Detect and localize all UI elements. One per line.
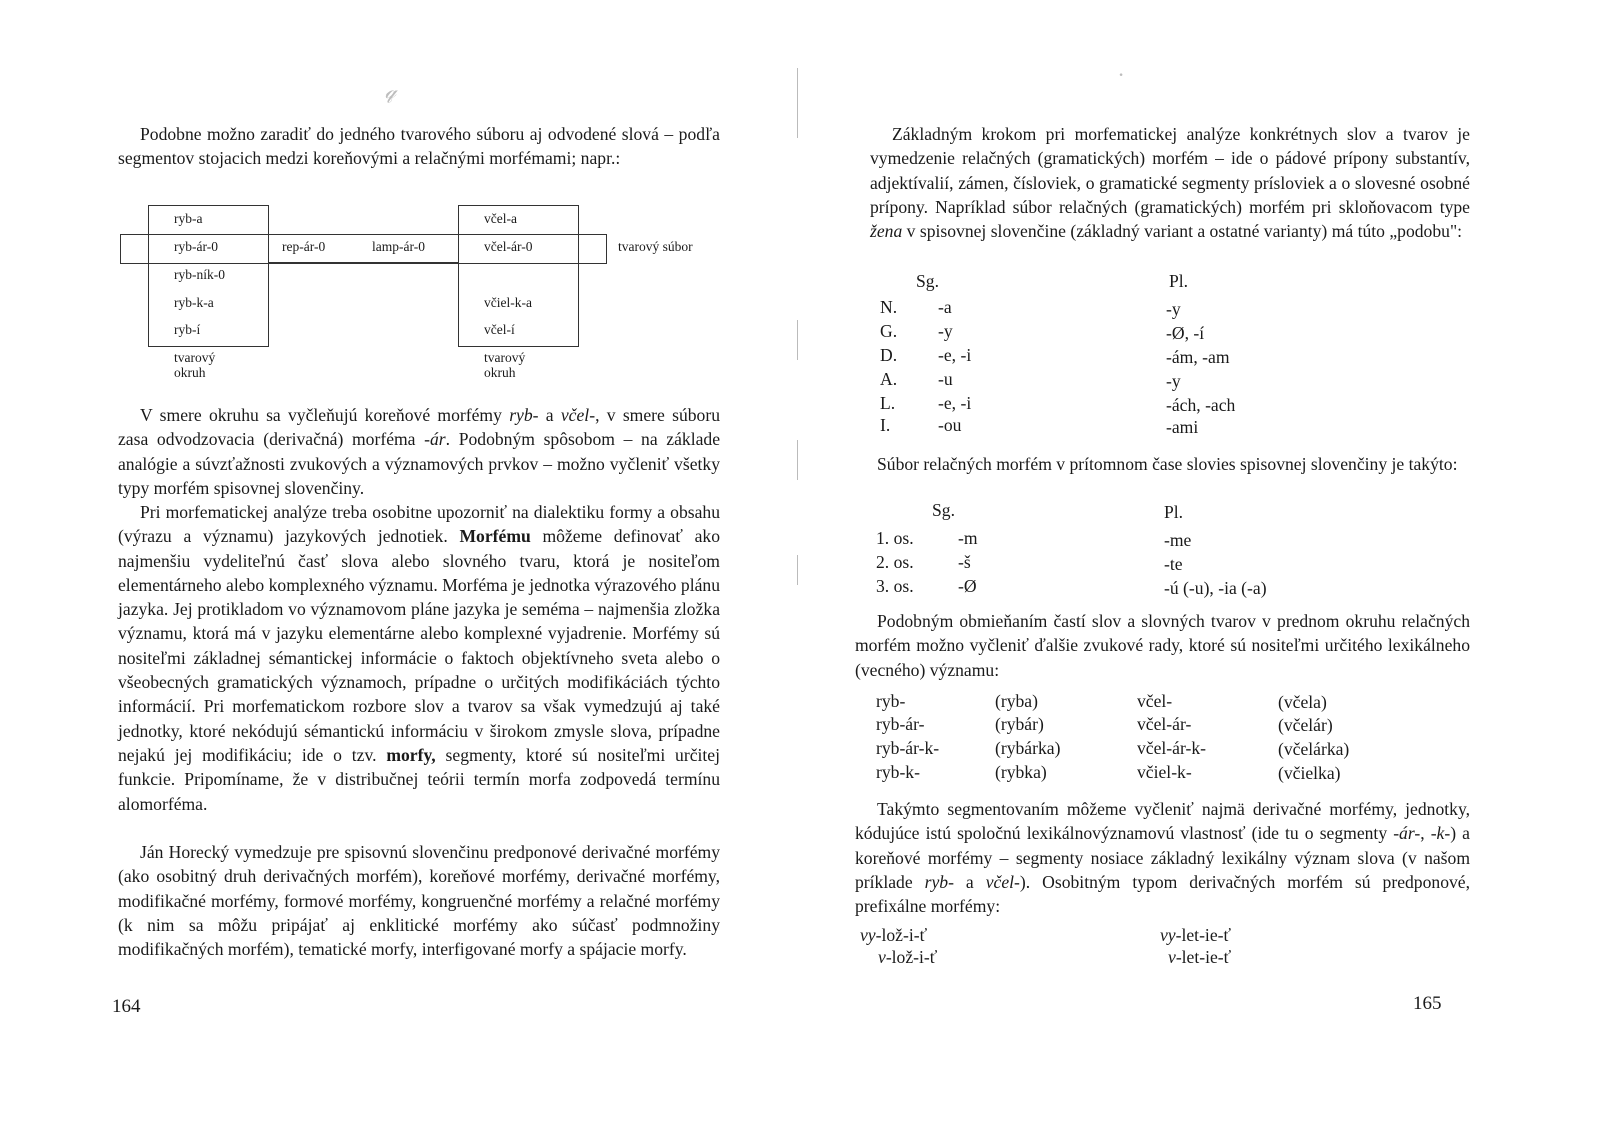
text-run: a [953, 871, 986, 892]
text-run: Takýmto segmentovaním môžeme vyčleniť najmä derivačné morfémy, jednotky, kódujúce istú spoločnú lexikálnovýznamovú vlastnosť (ide tu o segmenty [855, 799, 1470, 844]
diagram-column-3-box [458, 205, 579, 347]
case-pl: -Ø, -í [1166, 323, 1205, 343]
diagram-label-okruh-2: tvarový okruh [484, 350, 526, 380]
person-pl: -ú (-u), -ia (-a) [1164, 578, 1267, 598]
case-sg: -ou [938, 415, 962, 435]
text-run-italic: včel- [560, 405, 596, 425]
prefix: vy [1160, 925, 1176, 945]
diagram-cell: včel-ár-0 [484, 239, 533, 254]
case-label: I. [880, 415, 891, 435]
text-run-italic: -ár- [1393, 823, 1421, 844]
diagram-label-okruh-1: tvarový okruh [174, 350, 216, 380]
text-run: Základným krokom pri morfematickej analýze konkrétnych slov a tvarov je vymedzenie relačných (gramatických) morfém – ide o pádové prípony substantív, adjektívalií, zámen, čísloviek, o gramatické segmenty prísloviek a o slovesné osobné prípony. Napríklad súbor relačných (gramatických) morfém pri skloňovacom type [870, 124, 1470, 217]
morpheme-diagram [120, 205, 720, 395]
left-paragraph-1: Podobne možno zaradiť do jedného tvarového súboru aj odvodené slová – podľa segmentov stojacich medzi koreňovými a relačnými morfémami; napr.: [118, 124, 720, 169]
diagram-cell: včel-a [484, 211, 517, 226]
text-run: segmenty, ktoré sú nositeľmi určitej funkcie. Pripomíname, že v distribučnej teórii termín morfa zodpovedá termínu alomorféma. [118, 744, 720, 814]
table-header-sg: Sg. [932, 500, 955, 520]
page-number-left: 164 [112, 996, 141, 1017]
term-morfema: Morfému [459, 526, 531, 547]
gutter-line [797, 68, 798, 138]
gutter-line [797, 555, 798, 585]
text-run-italic: ryb- [924, 871, 954, 892]
stem: -let-ie-ť [1175, 925, 1232, 945]
page-number-right: 165 [1413, 993, 1442, 1014]
segment: včel-ár-k- [1137, 738, 1206, 758]
prefix-example [878, 947, 937, 968]
person-sg: -Ø [958, 576, 977, 596]
stem: -let-ie-ť [1175, 947, 1232, 967]
segment: ryb-ár-k- [876, 738, 940, 758]
gloss: (včelárka) [1278, 739, 1350, 759]
gutter-line [797, 440, 798, 480]
person-sg: -m [958, 528, 978, 548]
gloss: (rybár) [995, 714, 1044, 734]
case-label: G. [880, 321, 898, 341]
prefix-example [1168, 947, 1231, 968]
diagram-cell: lamp-ár-0 [372, 239, 425, 254]
person-pl: -me [1164, 530, 1192, 550]
gloss: (rybka) [995, 762, 1047, 782]
case-pl: -ách, -ach [1166, 395, 1236, 415]
text-run: . Podobným spôsobom – na základe analógie a súvzťažnosti zvukových a významových prvkov – možno vyčleniť všetky typy morfém spisovnej slovenčiny. [118, 429, 720, 498]
segment: včel-ár- [1137, 714, 1192, 734]
text-run-italic: -k- [1430, 823, 1451, 844]
person-label: 2. os. [876, 552, 914, 572]
left-paragraph-4: Ján Horecký vymedzuje pre spisovnú slovenčinu predponové derivačné morfémy (ako osobitný druh derivačných morfém), koreňové morfémy, derivačné morfémy, modifikačné morfémy, formové morfémy, kongruenčné morfémy a relačné morfémy (k nim sa môžu pripájať aj enklitické morfémy ako súčasť podmnožiny modifikačných morfém), tematické morfy, interfigované morfy a spájacie morfy. [118, 842, 720, 960]
left-paragraph-2 [118, 403, 720, 500]
segment: včiel-k- [1137, 762, 1192, 782]
case-label: D. [880, 345, 898, 365]
left-paragraph-3 [118, 500, 720, 816]
prefix: v [878, 947, 886, 967]
diagram-divider [268, 262, 458, 263]
case-pl: -ami [1166, 417, 1199, 437]
gloss: (včelár) [1278, 715, 1333, 735]
segment: ryb-k- [876, 762, 920, 782]
text-run-italic: žena [870, 221, 903, 242]
case-label: L. [880, 393, 896, 413]
smudge-mark: 𝓆 [385, 78, 397, 103]
case-sg: -a [938, 297, 952, 317]
smudge-mark: · [1118, 62, 1124, 87]
case-sg: -e, -i [938, 393, 972, 413]
gloss: (rybárka) [995, 738, 1061, 758]
diagram-cell: včiel-k-a [484, 295, 532, 310]
diagram-label-subor: tvarový súbor [618, 239, 693, 254]
text-run: a [538, 405, 561, 425]
gloss: (ryba) [995, 691, 1038, 711]
segment: ryb- [876, 691, 906, 711]
segment: ryb-ár- [876, 714, 925, 734]
case-label: A. [880, 369, 898, 389]
case-pl: -ám, -am [1166, 347, 1230, 367]
right-paragraph-1 [870, 122, 1470, 243]
diagram-cell: ryb-ník-0 [174, 267, 225, 282]
prefix-example [860, 925, 927, 946]
right-paragraph-3: Podobným obmieňaním častí slov a slovných tvarov v prednom okruhu relačných morfém možno vyčleniť ďalšie zvukové rady, ktoré sú nositeľmi určitého lexikálneho (vecného) významu: [855, 611, 1470, 680]
text-run-italic: -ár [424, 429, 446, 450]
diagram-cell: ryb-í [174, 322, 201, 337]
prefix: v [1168, 947, 1176, 967]
text-run: ). Osobitným typom derivačných morfém sú predponové, prefixálne morfémy: [855, 871, 1471, 917]
text-run: Pri morfematickej analýze treba osobitne upozorniť na dialektiku formy a obsahu (výrazu a významu) jazykových jednotiek. [118, 502, 720, 547]
diagram-cell: ryb-ár-0 [174, 239, 218, 254]
prefix-example [1160, 925, 1231, 946]
text-run: V smere okruhu sa vyčleňujú koreňové morfémy [140, 405, 510, 425]
person-label: 3. os. [876, 576, 914, 596]
gloss: (včielka) [1278, 763, 1341, 783]
case-sg: -y [938, 321, 953, 341]
diagram-cell: včel-í [484, 322, 515, 337]
left-page [0, 0, 790, 1133]
case-pl: -y [1166, 371, 1181, 391]
person-pl: -te [1164, 554, 1183, 574]
stem: -lož-i-ť [875, 925, 928, 945]
table-header-pl: Pl. [1164, 502, 1184, 522]
table-header-sg: Sg. [916, 271, 939, 291]
gloss: (včela) [1278, 692, 1327, 712]
person-label: 1. os. [876, 528, 914, 548]
diagram-cell: ryb-a [174, 211, 203, 226]
segment: včel- [1137, 691, 1173, 711]
case-sg: -e, -i [938, 345, 972, 365]
text-run: , v smere súboru zasa odvodzovacia (derivačná) morféma [118, 405, 720, 450]
text-run: v spisovnej slovenčine (základný variant a ostatné varianty) má túto „podobu": [902, 221, 1463, 242]
diagram-divider [268, 234, 458, 235]
right-paragraph-4 [855, 797, 1470, 918]
text-run: môžeme definovať ako najmenšiu vydeliteľnú časť slova alebo slovného tvaru, ktorá je nositeľom elementárneho alebo komplexného významu. Morféma je jednotka výrazového plánu jazyka. Jej protikladom vo významovom pláne jazyka je seméma – najmenšia zložka významu, ktorá má v jazyku elementárne alebo komplexné vyjadrenie. Morfémy sú nositeľmi základnej sémantickej informácie o faktoch objektívneho sveta alebo o všeobecných gramatických významoch, prípadne o určitých modifikáciách týchto informácií. Pri morfematickom rozbore slov a tvarov sa však vymedzujú aj také jednotky, ktoré nekódujú sémantickú informáciu v širokom zmysle slova, prípadne nejakú jej modifikáciu; ide o tzv. [118, 526, 721, 765]
text-run: ) a koreňové morfémy – segmenty nosiace základný lexikálny význam slova (v našom príklade [855, 823, 1470, 892]
case-pl: -y [1166, 299, 1181, 319]
gutter-line [797, 320, 798, 360]
diagram-cell: ryb-k-a [174, 295, 214, 310]
text-run-italic: ryb- [509, 405, 539, 425]
prefix: vy [860, 925, 876, 945]
person-sg: -š [958, 552, 971, 572]
diagram-cell: rep-ár-0 [282, 239, 326, 254]
text-run-italic: včel- [985, 871, 1020, 892]
stem: -lož-i-ť [885, 947, 938, 967]
right-page [800, 0, 1600, 1133]
term-morfy: morfy, [386, 744, 436, 765]
table-header-pl: Pl. [1169, 271, 1189, 291]
text-run: , [1420, 823, 1431, 844]
right-paragraph-2: Súbor relačných morfém v prítomnom čase slovies spisovnej slovenčiny je takýto: [877, 454, 1458, 474]
case-sg: -u [938, 369, 953, 389]
case-label: N. [880, 297, 898, 317]
